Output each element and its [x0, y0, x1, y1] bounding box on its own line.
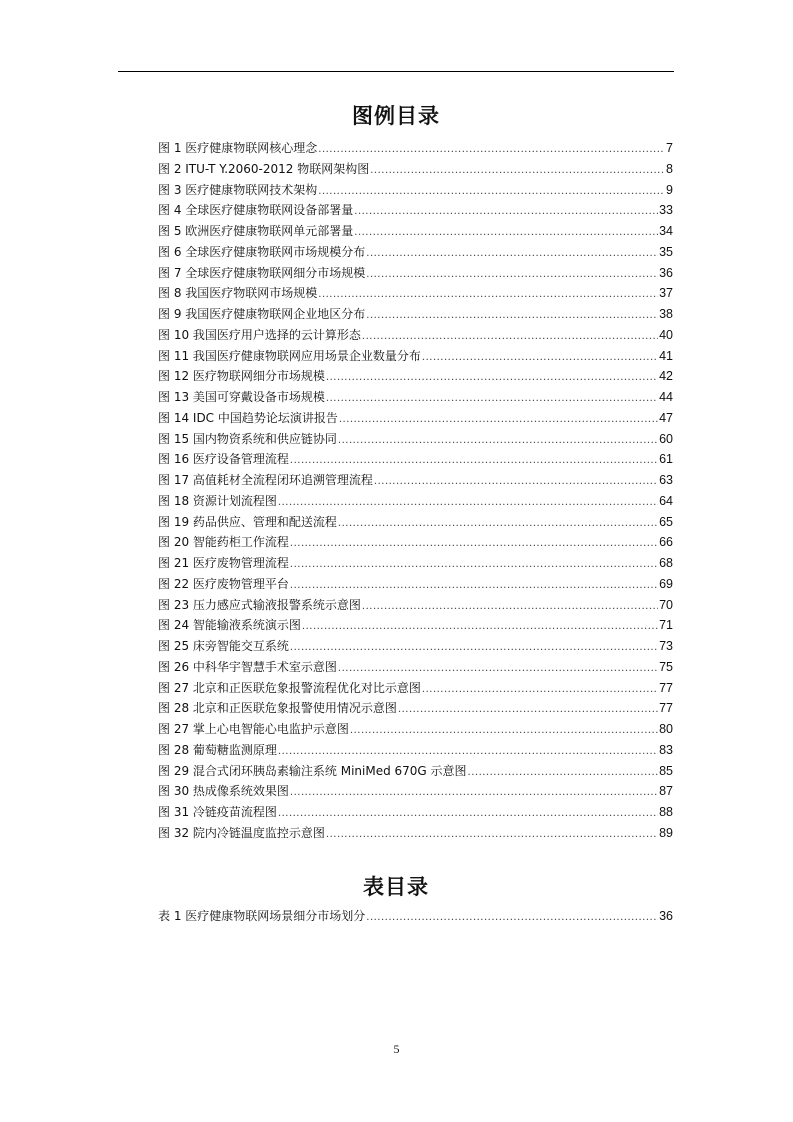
- page-number: 5: [393, 1042, 400, 1056]
- toc-dot-leader: [362, 327, 658, 348]
- toc-dot-leader: [374, 472, 658, 493]
- toc-entry[interactable]: [158, 180, 673, 201]
- toc-entry[interactable]: [158, 200, 673, 221]
- toc-dot-leader: [338, 431, 658, 452]
- toc-entry-page: 83: [659, 742, 673, 757]
- header-rule: [118, 71, 674, 72]
- toc-entry-page: 80: [659, 722, 673, 736]
- tables-toc-list: [158, 906, 673, 927]
- toc-entry-label: 图 3 医疗健康物联网技术架构: [158, 182, 318, 197]
- toc-entry-page: 75: [659, 659, 673, 674]
- toc-dot-leader: [398, 700, 658, 721]
- toc-entry[interactable]: [158, 346, 673, 367]
- toc-entry[interactable]: [158, 595, 673, 616]
- toc-dot-leader: [290, 451, 658, 472]
- toc-dot-leader: [278, 804, 658, 825]
- toc-dot-leader: [366, 265, 658, 286]
- toc-entry[interactable]: [158, 138, 673, 159]
- toc-entry-label: 图 30 热成像系统效果图: [158, 784, 289, 799]
- toc-entry[interactable]: [158, 449, 673, 470]
- toc-dot-leader: [338, 659, 658, 680]
- toc-dot-leader: [354, 202, 658, 223]
- toc-entry-label: 表 1 医疗健康物联网场景细分市场划分: [158, 909, 366, 923]
- toc-entry[interactable]: [158, 283, 673, 304]
- toc-entry[interactable]: [158, 512, 673, 533]
- toc-entry[interactable]: [158, 304, 673, 325]
- toc-entry-page: 7: [666, 141, 673, 155]
- toc-entry-label: 图 12 医疗物联网细分市场规模: [158, 369, 325, 384]
- toc-entry-page: 41: [659, 348, 673, 363]
- toc-entry-page: 36: [659, 909, 673, 923]
- toc-entry-page: 71: [659, 618, 673, 633]
- toc-entry-label: 图 27 掌上心电智能心电监护示意图: [158, 722, 349, 736]
- toc-dot-leader: [290, 534, 658, 555]
- toc-entry-page: 33: [659, 203, 673, 218]
- toc-entry[interactable]: [158, 366, 673, 387]
- toc-dot-leader: [370, 161, 665, 182]
- toc-entry-label: 图 27 北京和正医联危象报警流程优化对比示意图: [158, 680, 421, 695]
- tables-section-title: 表目录: [363, 875, 429, 899]
- toc-entry[interactable]: [158, 657, 673, 678]
- toc-dot-leader: [326, 368, 658, 389]
- toc-entry-label: 图 17 高值耗材全流程闭环追溯管理流程: [158, 473, 373, 487]
- toc-dot-leader: [350, 721, 658, 742]
- toc-entry-label: 图 28 葡萄糖监测原理: [158, 742, 277, 757]
- toc-entry-label: 图 26 中科华宇智慧手术室示意图: [158, 659, 337, 674]
- toc-dot-leader: [422, 348, 658, 369]
- toc-entry-label: 图 29 混合式闭环胰岛素输注系统 MiniMed 670G 示意图: [158, 763, 467, 778]
- toc-entry-page: 64: [659, 493, 673, 508]
- toc-entry-label: 图 13 美国可穿戴设备市场规模: [158, 390, 325, 404]
- toc-entry-page: 73: [659, 639, 673, 653]
- toc-entry-page: 85: [659, 763, 673, 778]
- toc-entry-page: 77: [659, 701, 673, 716]
- toc-entry-page: 66: [659, 535, 673, 550]
- toc-entry[interactable]: [158, 781, 673, 802]
- toc-dot-leader: [366, 306, 658, 327]
- toc-entry[interactable]: [158, 574, 673, 595]
- toc-dot-leader: [318, 182, 665, 203]
- toc-dot-leader: [339, 410, 658, 431]
- toc-dot-leader: [326, 825, 658, 846]
- toc-entry-label: 图 16 医疗设备管理流程: [158, 452, 289, 467]
- toc-entry[interactable]: [158, 740, 673, 761]
- toc-entry-label: 图 18 资源计划流程图: [158, 493, 277, 508]
- toc-entry-page: 36: [659, 265, 673, 280]
- toc-dot-leader: [354, 223, 658, 244]
- toc-dot-leader: [468, 763, 659, 784]
- toc-entry-page: 35: [659, 244, 673, 259]
- toc-entry[interactable]: [158, 761, 673, 782]
- toc-dot-leader: [290, 783, 658, 804]
- toc-entry[interactable]: [158, 823, 673, 844]
- toc-entry[interactable]: [158, 325, 673, 346]
- toc-entry-label: 图 32 院内冷链温度监控示意图: [158, 825, 325, 840]
- toc-entry[interactable]: [158, 636, 673, 657]
- toc-entry-label: 图 2 ITU-T Y.2060-2012 物联网架构图: [158, 161, 370, 176]
- toc-entry-label: 图 1 医疗健康物联网核心理念: [158, 141, 318, 155]
- toc-entry-page: 60: [659, 431, 673, 446]
- toc-entry-page: 69: [659, 576, 673, 591]
- toc-dot-leader: [366, 908, 658, 929]
- toc-entry-label: 图 22 医疗废物管理平台: [158, 576, 289, 591]
- toc-dot-leader: [326, 389, 658, 410]
- toc-entry[interactable]: [158, 532, 673, 553]
- toc-entry[interactable]: [158, 221, 673, 242]
- toc-entry-label: 图 4 全球医疗健康物联网设备部署量: [158, 203, 354, 218]
- toc-entry[interactable]: [158, 802, 673, 823]
- toc-dot-leader: [338, 514, 658, 535]
- toc-entry[interactable]: [158, 429, 673, 450]
- toc-entry-page: 8: [666, 161, 673, 176]
- toc-entry[interactable]: [158, 470, 673, 491]
- toc-entry[interactable]: [158, 387, 673, 408]
- toc-entry-page: 65: [659, 514, 673, 529]
- toc-entry-page: 87: [659, 784, 673, 799]
- toc-entry-page: 77: [659, 680, 673, 695]
- toc-entry[interactable]: [158, 615, 673, 636]
- toc-entry-label: 图 5 欧洲医疗健康物联网单元部署量: [158, 224, 354, 238]
- toc-entry-page: 63: [659, 473, 673, 487]
- toc-entry-label: 图 14 IDC 中国趋势论坛演讲报告: [158, 410, 338, 425]
- toc-entry-page: 70: [659, 597, 673, 612]
- toc-entry[interactable]: [158, 906, 673, 927]
- toc-dot-leader: [362, 597, 658, 618]
- toc-entry-label: 图 6 全球医疗健康物联网市场规模分布: [158, 244, 366, 259]
- toc-entry-label: 图 9 我国医疗健康物联网企业地区分布: [158, 307, 366, 321]
- toc-dot-leader: [318, 140, 665, 161]
- toc-entry-page: 61: [659, 452, 673, 467]
- toc-dot-leader: [318, 285, 658, 306]
- toc-entry-label: 图 7 全球医疗健康物联网细分市场规模: [158, 265, 366, 280]
- toc-entry-label: 图 25 床旁智能交互系统: [158, 639, 289, 653]
- toc-dot-leader: [278, 493, 658, 514]
- toc-entry-page: 68: [659, 556, 673, 570]
- toc-entry-label: 图 15 国内物资系统和供应链协同: [158, 431, 337, 446]
- toc-entry-label: 图 11 我国医疗健康物联网应用场景企业数量分布: [158, 348, 421, 363]
- toc-dot-leader: [290, 555, 658, 576]
- toc-entry[interactable]: [158, 408, 673, 429]
- toc-entry-label: 图 10 我国医疗用户选择的云计算形态: [158, 327, 361, 342]
- toc-entry[interactable]: [158, 242, 673, 263]
- toc-entry[interactable]: [158, 698, 673, 719]
- toc-entry-page: 37: [659, 286, 673, 301]
- toc-entry-page: 47: [659, 410, 673, 425]
- figures-section-title: 图例目录: [352, 104, 440, 128]
- toc-entry[interactable]: [158, 553, 673, 574]
- toc-entry-label: 图 21 医疗废物管理流程: [158, 556, 289, 570]
- toc-entry-label: 图 24 智能输液系统演示图: [158, 618, 301, 633]
- toc-entry-page: 42: [659, 369, 673, 384]
- toc-dot-leader: [278, 742, 658, 763]
- toc-dot-leader: [302, 617, 658, 638]
- toc-dot-leader: [422, 680, 658, 701]
- toc-entry-label: 图 8 我国医疗物联网市场规模: [158, 286, 318, 301]
- toc-entry[interactable]: [158, 719, 673, 740]
- toc-entry-label: 图 19 药品供应、管理和配送流程: [158, 514, 337, 529]
- toc-entry-label: 图 20 智能药柜工作流程: [158, 535, 289, 550]
- toc-entry-page: 44: [659, 390, 673, 404]
- toc-entry-page: 38: [659, 307, 673, 321]
- toc-entry[interactable]: [158, 678, 673, 699]
- toc-entry[interactable]: [158, 159, 673, 180]
- toc-entry-page: 9: [666, 182, 673, 197]
- toc-dot-leader: [366, 244, 658, 265]
- toc-entry-label: 图 23 压力感应式输液报警系统示意图: [158, 597, 361, 612]
- toc-dot-leader: [290, 576, 658, 597]
- toc-entry[interactable]: [158, 491, 673, 512]
- toc-entry-page: 88: [659, 805, 673, 819]
- figures-toc-list: [158, 138, 673, 844]
- toc-dot-leader: [290, 638, 658, 659]
- toc-entry-label: 图 31 冷链疫苗流程图: [158, 805, 277, 819]
- toc-entry-page: 34: [659, 224, 673, 238]
- toc-entry-page: 89: [659, 825, 673, 840]
- toc-entry-label: 图 28 北京和正医联危象报警使用情况示意图: [158, 701, 397, 716]
- toc-entry-page: 40: [659, 327, 673, 342]
- toc-entry[interactable]: [158, 263, 673, 284]
